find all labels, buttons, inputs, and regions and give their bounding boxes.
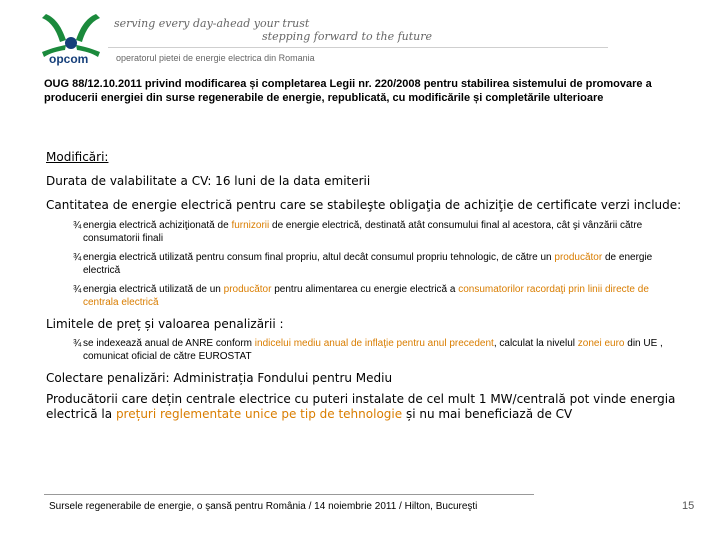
- bullet-marker: ¾: [73, 284, 82, 295]
- tagline-line1: serving every day-ahead your trust: [114, 17, 310, 30]
- colectare-paragraph: Colectare penalizări: Administrația Fondului pentru Mediu: [46, 371, 393, 385]
- footer-divider: [44, 494, 534, 495]
- footer-text: Sursele regenerabile de energie, o şansă pentru România / 14 noiembrie 2011 / Hilton, Bucureşti: [49, 501, 478, 512]
- list-item: ¾ se indexează anual de ANRE conform indicelui mediu anual de inflaţie pentru anul precedent, calculat la nivelul zonei euro din UE , comunicat oficial de către EUROSTAT: [73, 338, 663, 362]
- operator-name: operatorul pietei de energie electrica din Romania: [116, 53, 315, 63]
- page-title: OUG 88/12.10.2011 privind modificarea și completarea Legii nr. 220/2008 pentru stabilirea sistemului de promovare a producerii energiei din surse regenerabile de energie, republicată, cu modificările și completările ulterioare: [44, 78, 652, 104]
- durata-paragraph: Durata de valabilitate a CV: 16 luni de la data emiterii: [46, 174, 371, 188]
- slide-content: [46, 150, 686, 422]
- page-number: 15: [682, 500, 695, 512]
- list-item: ¾ energia electrică utilizată pentru consum final propriu, altul decât consumul propriu tehnologic, de către un producător de energie electrică: [73, 252, 653, 276]
- bullet-marker: ¾: [73, 220, 82, 231]
- limitele-paragraph: Limitele de preț și valoarea penalizării :: [46, 317, 284, 331]
- bullet-marker: ¾: [73, 252, 82, 263]
- modificari-heading: Modificări:: [46, 150, 109, 164]
- bullet-marker: ¾: [73, 338, 82, 349]
- header-divider: [108, 47, 608, 48]
- tagline-line2: stepping forward to the future: [262, 30, 433, 43]
- list-item: ¾ energia electrică utilizată de un producător pentru alimentarea cu energie electrică a consumatorilor racordaţi prin linii directe de centrala electrică: [73, 284, 649, 308]
- logo-text: opcom: [49, 52, 89, 66]
- cantitatea-paragraph: Cantitatea de energie electrică pentru care se stabileşte obligaţia de achiziţie de certificate verzi include:: [46, 198, 682, 212]
- producatorii-paragraph: Producătorii care dețin centrale electrice cu puteri instalate de cel mult 1 MW/centrală pot vinde energia electrică la prețuri reglementate unice pe tip de tehnologie și nu mai beneficiază de CV: [46, 392, 676, 421]
- list-item: ¾ energia electrică achiziţionată de furnizorii de energie electrică, destinată atât consumului final al acestora, cât şi vânzării către consumatorii finali: [73, 220, 643, 244]
